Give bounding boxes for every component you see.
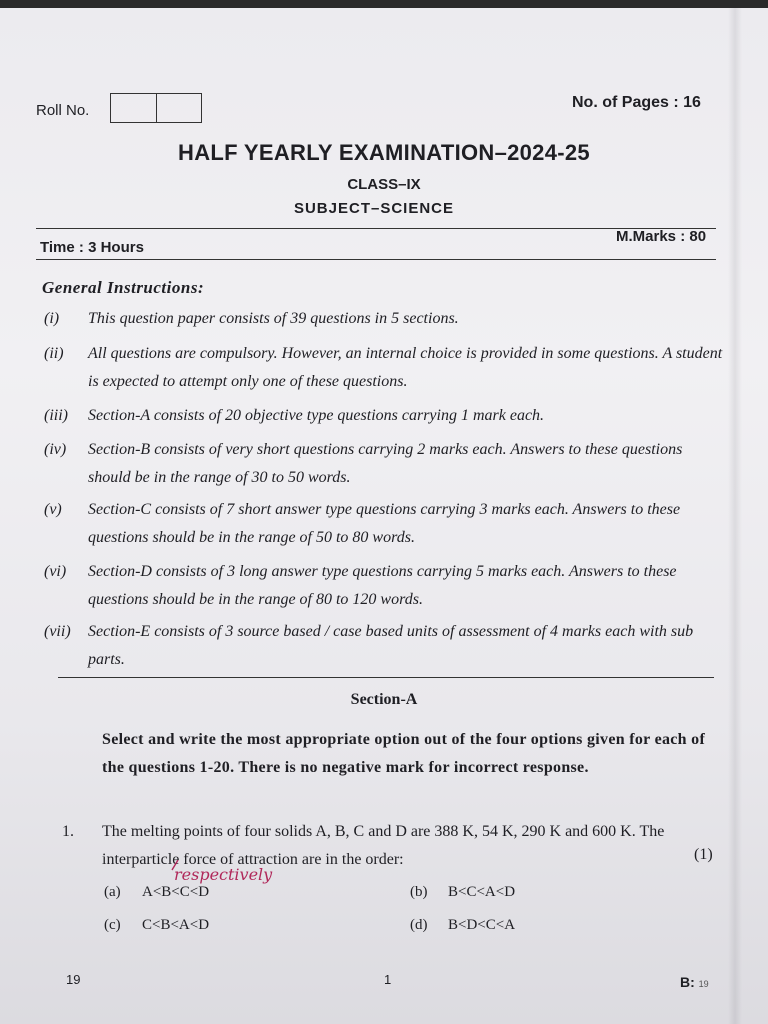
roll-number-box (110, 93, 157, 123)
question-text: The melting points of four solids A, B, C and D are 388 K, 54 K, 290 K and 600 K. The interparticle force of attraction are in the order: (102, 823, 665, 868)
instruction-number: (i) (44, 310, 60, 327)
instruction-text: All questions are compulsory. However, an internal choice is provided in some questions. A student is expected to attempt only one of these questions. (88, 345, 723, 390)
instruction-item (44, 305, 724, 333)
option-label: (b) (410, 884, 428, 900)
subject-label: SUBJECT–SCIENCE (293, 200, 455, 217)
option-c[interactable] (104, 917, 209, 934)
exam-paper (0, 8, 768, 1024)
option-text: B<C<A<D (448, 884, 516, 900)
instruction-item (44, 558, 724, 614)
divider-line (58, 677, 714, 678)
instruction-number: (vi) (44, 563, 67, 580)
footer-set-code (680, 974, 709, 990)
option-d[interactable] (410, 917, 515, 934)
instruction-item (44, 340, 724, 396)
option-label: (d) (410, 917, 428, 933)
option-label: (c) (104, 917, 121, 933)
instruction-number: (vii) (44, 623, 71, 640)
exam-title: HALF YEARLY EXAMINATION–2024-25 (178, 140, 590, 165)
instruction-text: Section-A consists of 20 objective type questions carrying 1 mark each. (88, 407, 545, 424)
option-a[interactable] (104, 884, 209, 901)
class-label: CLASS–IX (347, 176, 421, 193)
instruction-number: (v) (44, 501, 62, 518)
page-number: 1 (384, 972, 392, 987)
instruction-number: (ii) (44, 345, 64, 362)
divider-line (36, 228, 716, 229)
footer-set-label: B: (680, 974, 695, 990)
question-number: 1. (62, 823, 74, 840)
roll-number-boxes (110, 93, 202, 123)
section-instruction: Select and write the most appropriate option out of the four options given for each of the questions 1-20. There is no negative mark for incorrect response. (102, 731, 706, 776)
instruction-number: (iii) (44, 407, 68, 424)
divider-line (36, 259, 716, 260)
roll-number-label: Roll No. (36, 102, 90, 119)
section-title: Section-A (350, 691, 418, 708)
instructions-heading: General Instructions: (42, 278, 205, 297)
question-marks: (1) (694, 846, 713, 863)
instruction-item (44, 402, 724, 430)
handwritten-note-text: respectively (174, 865, 273, 884)
footer-code: 19 (66, 972, 81, 987)
instruction-item (44, 496, 724, 552)
instruction-item (44, 436, 724, 492)
maximum-marks: M.Marks : 80 (616, 228, 707, 245)
option-label: (a) (104, 884, 121, 900)
time-allowed: Time : 3 Hours (40, 239, 144, 256)
page-count: No. of Pages : 16 (572, 94, 701, 111)
instruction-text: Section-E consists of 3 source based / case based units of assessment of 4 marks each with sub parts. (88, 623, 694, 668)
instruction-number: (iv) (44, 441, 67, 458)
instruction-text: Section-C consists of 7 short answer type questions carrying 3 marks each. Answers to these questions should be in the range of 50 to 80 words. (88, 501, 681, 546)
instruction-text: Section-D consists of 3 long answer type questions carrying 5 marks each. Answers to these questions should be in the range of 80 to 120 words. (88, 563, 677, 608)
roll-number-box (157, 93, 203, 123)
option-b[interactable] (410, 884, 515, 901)
instruction-text: This question paper consists of 39 questions in 5 sections. (88, 310, 459, 327)
option-text: C<B<A<D (142, 917, 210, 933)
instruction-item (44, 618, 724, 674)
instruction-text: Section-B consists of very short questions carrying 2 marks each. Answers to these questions should be in the range of 30 to 50 words. (88, 441, 683, 486)
footer-set-number: 19 (698, 979, 709, 989)
option-text: B<D<C<A (448, 917, 516, 933)
option-text: A<B<C<D (142, 884, 210, 900)
